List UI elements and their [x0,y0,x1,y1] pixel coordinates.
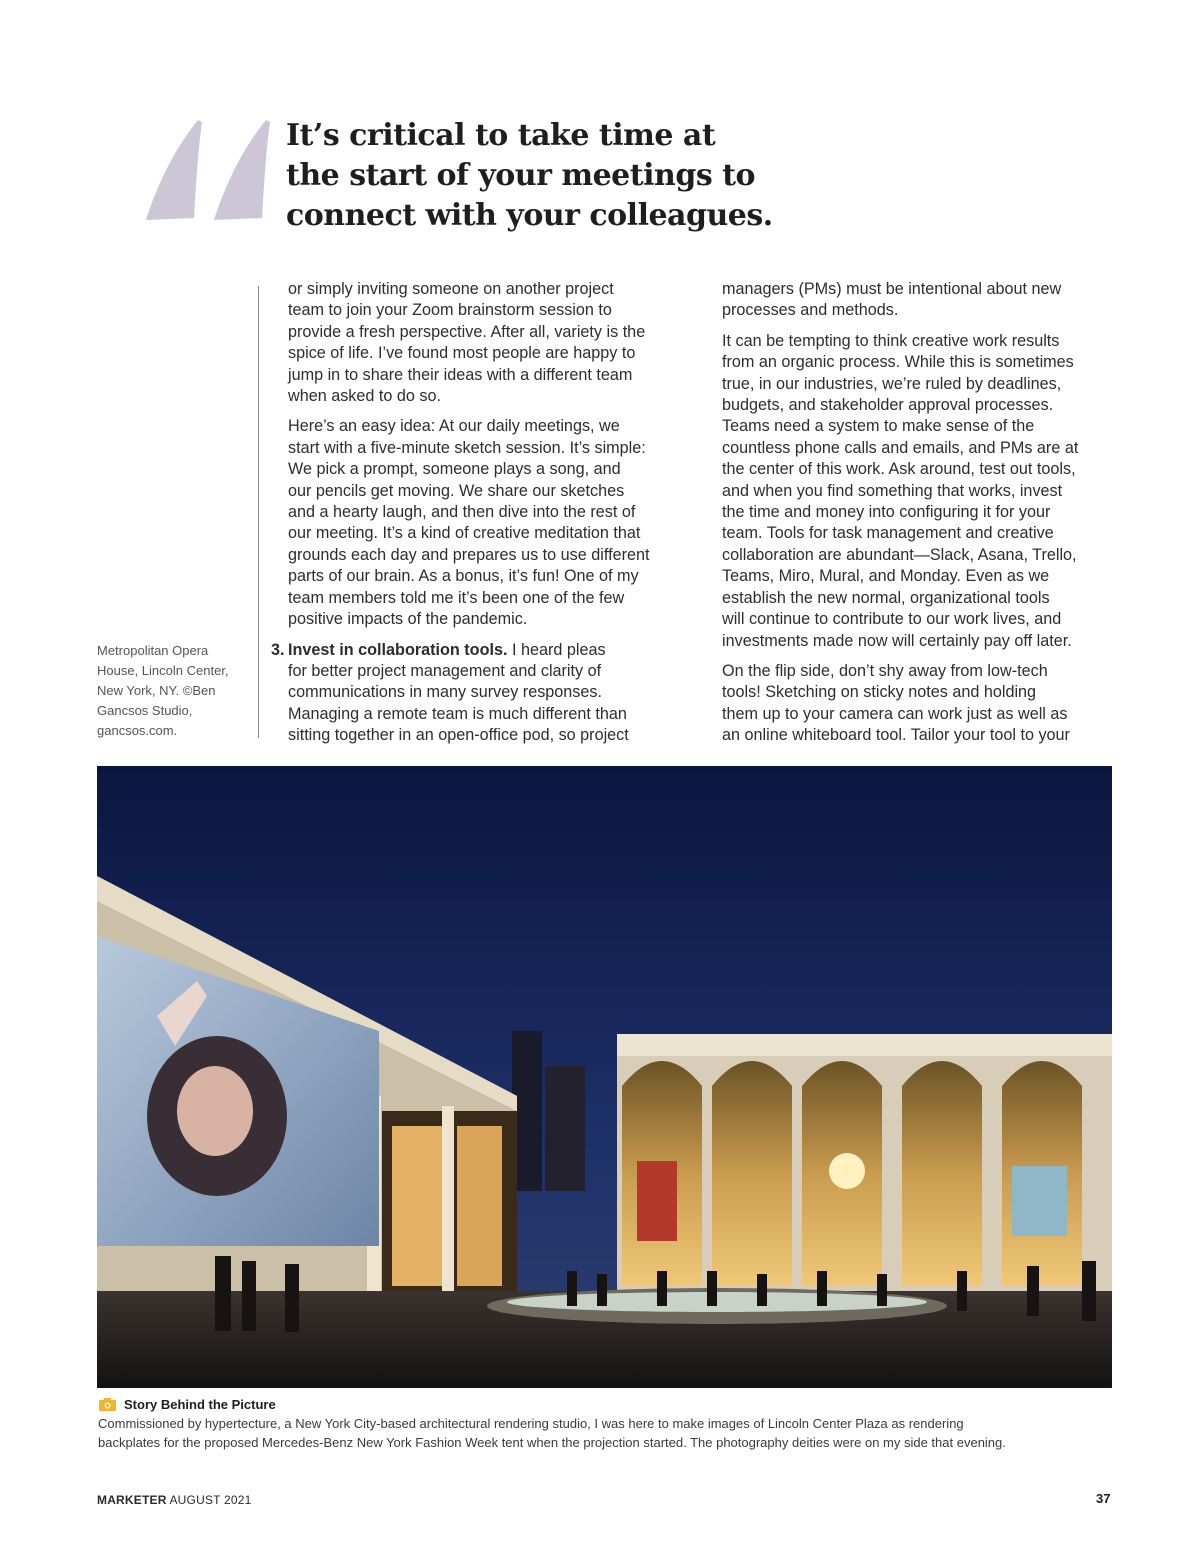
photo-credit-caption [97,641,237,741]
text-line: processes and methods. [722,301,899,320]
paragraph [722,279,1117,322]
text-line: Managing a remote team is much different than [288,704,627,723]
vertical-divider [258,286,259,738]
text-line: Here’s an easy idea: At our daily meetings, we [288,417,620,436]
text-line: when asked to do so. [288,387,441,406]
paragraph [288,279,683,407]
text-line: them up to your camera can work just as well as [722,704,1068,723]
text-line: sitting together in an open-office pod, so project [288,726,629,745]
caption-line: gancsos.com. [97,723,178,738]
text-line: for better project management and clarity of [288,661,602,680]
pull-quote-line: It’s critical to take time at [286,118,716,153]
body-column-2 [722,279,1117,747]
text-line: true, in our industries, we’re ruled by deadlines, [722,374,1062,393]
paragraph [722,661,1117,747]
pull-quote-line: connect with your colleagues. [286,198,773,233]
text-line: team. Tools for task management and creative [722,524,1054,543]
text-line: the center of this work. Ask around, test out tools, [722,460,1076,479]
text-line: investments made now will certainly pay off later. [722,631,1072,650]
quote-mark-icon [136,92,286,242]
text-line: or simply inviting someone on another project [288,280,614,298]
text-line: countless phone calls and emails, and PMs are at [722,438,1079,457]
caption-line: House, Lincoln Center, [97,663,229,678]
text-line: start with a five-minute sketch session. It’s simple: [288,438,646,457]
text-line [288,640,683,661]
pull-quote-line: the start of your meetings to [286,158,756,193]
text-line: and when you find something that works, invest [722,481,1063,500]
story-heading-text: Story Behind the Picture [124,1397,276,1412]
text-line: our pencils get moving. We share our sketches [288,481,625,500]
item-number: 3. [271,640,285,659]
text-line: Teams need a system to make sense of the [722,417,1035,436]
footer-issue [97,1493,252,1507]
text-line: spice of life. I’ve found most people are happy to [288,344,636,363]
item-lead: Invest in collaboration tools. [288,640,508,659]
text-line: will continue to contribute to our work lives, and [722,610,1062,629]
text-line: parts of our brain. As a bonus, it’s fun! One of my [288,567,639,586]
text-line: On the flip side, don’t shy away from low-tech [722,661,1048,680]
text-line: collaboration are abundant—Slack, Asana, Trello, [722,545,1077,564]
text-line: the time and money into configuring it for your [722,503,1051,522]
caption-line: Gancsos Studio, [97,703,193,718]
caption-line: Metropolitan Opera [97,643,209,658]
text-line: our meeting. It’s a kind of creative meditation that [288,524,641,543]
text-line: managers (PMs) must be intentional about new [722,280,1062,298]
text-line: from an organic process. While this is sometimes [722,353,1074,372]
text-line: and a hearty laugh, and then dive into the rest of [288,503,636,522]
text-line: budgets, and stakeholder approval processes. [722,396,1054,415]
footer-date: AUGUST 2021 [166,1493,252,1507]
story-text [98,1414,1098,1452]
caption-line: New York, NY. ©Ben [97,683,216,698]
paragraph [288,416,683,630]
story-heading [99,1397,276,1412]
paragraph [722,331,1117,652]
page-number: 37 [1096,1491,1111,1506]
camera-icon [99,1398,116,1411]
body-column-1 [271,279,683,747]
numbered-item-3 [271,640,683,747]
lincoln-center-night-photo [97,766,1112,1388]
text-line: establish the new normal, organizational tools [722,588,1050,607]
text-line: team members told me it’s been one of the few [288,588,625,607]
story-line: backplates for the proposed Mercedes-Benz New York Fashion Week tent when the projection started. The photography deities were on my side that evening. [98,1435,1006,1450]
item-lead-rest: I heard pleas [507,640,606,659]
story-line: Commissioned by hypertecture, a New York City-based architectural rendering studio, I was here to make images of Lincoln Center Plaza as rendering [98,1416,964,1431]
text-line: jump in to share their ideas with a different team [288,365,633,384]
text-line: team to join your Zoom brainstorm session to [288,301,612,320]
footer-brand: MARKETER [97,1493,167,1507]
text-line: It can be tempting to think creative work results [722,331,1060,350]
text-line: tools! Sketching on sticky notes and holding [722,683,1037,702]
text-line: grounds each day and prepares us to use different [288,545,650,564]
text-line: positive impacts of the pandemic. [288,610,528,629]
text-line: We pick a prompt, someone plays a song, and [288,460,621,479]
text-line: communications in many survey responses. [288,683,602,702]
text-line: an online whiteboard tool. Tailor your tool to your [722,726,1070,745]
text-line: Teams, Miro, Mural, and Monday. Even as we [722,567,1050,586]
text-line: provide a fresh perspective. After all, variety is the [288,322,646,341]
pull-quote [286,116,846,236]
